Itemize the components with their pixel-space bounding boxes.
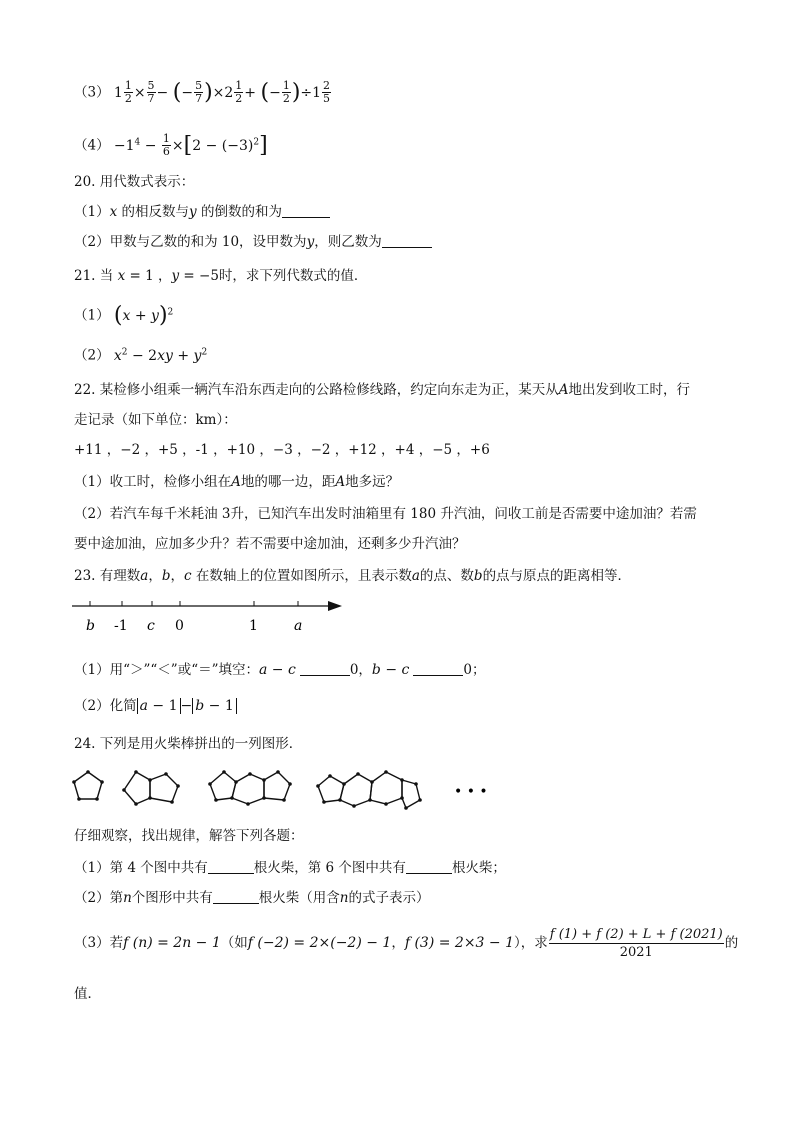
q19-part4 <box>74 132 268 158</box>
ellipsis-dots: • • • <box>454 784 488 800</box>
label-b: b <box>86 618 95 634</box>
q24-part2-text4: 的式子表示） <box>348 890 430 906</box>
q23-text2: 在数轴上的位置如图所示，且表示数 <box>191 568 412 584</box>
q24-part3-text: （3）若 <box>74 935 124 951</box>
q21-title <box>74 266 367 286</box>
q23-text4: 的点与原点的距离相等． <box>482 568 632 584</box>
q21-part2-expression: $x^2 - 2xy + y^2$ <box>113 347 208 364</box>
expr-a-minus-c: a − c <box>259 662 296 678</box>
var-c: c <box>183 568 192 584</box>
example-1: f (−2) = 2×(−2) − 1 <box>247 935 392 951</box>
function-definition: f (n) = 2n − 1 <box>123 935 221 951</box>
q24-part3-text3: ），求 <box>514 935 548 951</box>
answer-blank[interactable] <box>382 233 432 248</box>
q24-title: 24. 下列是用火柴棒拼出的一列图形． <box>74 736 303 752</box>
q23-sep: ， <box>170 568 184 584</box>
q22-part1-text2: 地的哪一边，距 <box>240 474 336 490</box>
label-0: 0 <box>175 618 184 634</box>
var-b: b <box>161 568 171 584</box>
q22-part1 <box>74 472 399 492</box>
q23-text3: 的点、数 <box>419 568 474 584</box>
answer-blank[interactable] <box>413 661 463 676</box>
q23-part2 <box>74 696 237 716</box>
q23-zero2: 0； <box>463 662 486 678</box>
label-a: a <box>294 618 303 634</box>
number-line-ticks <box>90 601 298 606</box>
number-line-arrow <box>328 601 342 611</box>
var-n: n <box>123 890 132 906</box>
q22-line2: 走记录（如下单位：km）： <box>74 412 237 428</box>
q24-part2-text: （2）第 <box>74 890 124 906</box>
q23-zero1: 0， <box>349 662 372 678</box>
answer-blank[interactable] <box>300 661 350 676</box>
q22-text: 22. 某检修小组乘一辆汽车沿东西走向的公路检修线路，约定向东走为正，某天从 <box>74 382 559 398</box>
q21-title-text3: = −5时，求下列代数式的值． <box>179 268 368 284</box>
answer-blank[interactable] <box>208 859 254 874</box>
answer-blank[interactable] <box>282 203 330 218</box>
q23-part2-expression: a − 1 − b − 1 <box>137 698 237 714</box>
q23-sep: ， <box>148 568 162 584</box>
q24-part2-text3: 根火柴（用含 <box>258 890 340 906</box>
q19-part4-expression: $-1^4$ − $\frac{1}{6}$ $\times[2 - (-3)^2]$ <box>113 132 268 159</box>
figure-3 <box>210 772 290 804</box>
label-neg1: -1 <box>114 618 128 634</box>
q23-title <box>74 566 631 586</box>
q21-title-text2: = 1 ， <box>125 268 172 284</box>
q24-part1-text2: 根火柴，第 6 个图中共有 <box>253 860 406 876</box>
q22-part1-text3: 地多远？ <box>345 474 400 490</box>
var-x: x <box>117 268 126 284</box>
q21-part1-expression: $(x + y)^2$ <box>113 302 174 328</box>
q24-tail: 值． <box>74 986 101 1002</box>
var-A: A <box>335 474 346 490</box>
q19-part3 <box>74 80 332 105</box>
q23-part2-label: （2）化简 <box>74 698 137 714</box>
expr-b-minus-c: b − c <box>371 662 410 678</box>
var-A: A <box>558 382 569 398</box>
q19-part3-label: （3） <box>74 84 110 101</box>
sum-fraction <box>549 926 724 961</box>
answer-blank[interactable] <box>406 859 452 874</box>
var-y: y <box>171 268 180 284</box>
q20-part1-text2: 的倒数的和为 <box>196 204 282 220</box>
q23-part1 <box>74 660 485 680</box>
q21-part2-label: （2） <box>74 347 110 364</box>
var-y: y <box>306 234 315 250</box>
q22-line1 <box>74 380 690 400</box>
var-b: b <box>473 568 483 584</box>
sum-numerator: f (1) + f (2) + L + f (2021) <box>549 927 723 942</box>
q21-title-text: 21. 当 <box>74 268 118 284</box>
figure-4 <box>318 772 420 808</box>
number-line-figure <box>66 596 356 640</box>
q22-record: +11 ，−2 ，+5 ，-1 ，+10 ，−3 ，−2 ，+12 ，+4 ，−5 ，+6 <box>74 442 490 458</box>
figure-1 <box>74 772 102 799</box>
q24-part2-text2: 个图形中共有 <box>131 890 213 906</box>
q20-part1 <box>74 202 330 222</box>
var-A: A <box>231 474 241 490</box>
q20-title: 20. 用代数式表示： <box>74 174 195 190</box>
q23-part1-text: （1）用“＞”“＜”或“＝”填空： <box>74 662 259 678</box>
q22-text2: 地出发到收工时，行 <box>568 382 691 398</box>
q22-part2-line2: 要中途加油，应加多少升？若不需要中途加油，还剩多少升汽油？ <box>74 536 466 552</box>
q21-part2 <box>74 342 207 366</box>
label-c: c <box>147 618 155 634</box>
q24-part1-text3: 根火柴； <box>451 860 506 876</box>
q24-part3 <box>74 926 738 961</box>
q24-part3-text2: （如 <box>220 935 248 951</box>
q20-part2-text2: ，则乙数为 <box>314 234 382 250</box>
q20-part1-label: （1） <box>74 204 110 220</box>
q24-part2 <box>74 888 430 908</box>
q23-text: 23. 有理数 <box>74 568 141 584</box>
q20-part1-text: 的相反数与 <box>117 204 190 220</box>
q20-part2-text: （2）甲数与乙数的和为 10，设甲数为 <box>74 234 307 250</box>
q21-part1-label: （1） <box>74 307 110 324</box>
var-n: n <box>339 890 349 906</box>
q22-part1-text: （1）收工时，检修小组在 <box>74 474 232 490</box>
example-2: f (3) = 2×3 − 1 <box>404 935 515 951</box>
sum-denominator: 2021 <box>619 945 653 960</box>
q22-part2-line1: （2）若汽车每千米耗油 3升，已知汽车出发时油箱里有 180 升汽油，问收工前是否需要中途加油？若需 <box>74 506 697 522</box>
q20-part2 <box>74 232 432 252</box>
var-y: y <box>189 204 197 220</box>
q19-part4-label: （4） <box>74 137 110 154</box>
q24-part3-sep: ， <box>391 935 405 951</box>
q24-part1-text: （1）第 4 个图中共有 <box>74 860 208 876</box>
q24-instruction: 仔细观察，找出规律，解答下列各题： <box>74 828 304 844</box>
var-a: a <box>140 568 149 584</box>
q19-part3-expression: 1 $\frac{1}{2}$ × $\frac{5}{7}$ − (− $\frac{5}{7}$ )×2 $\frac{1}{2}$ + (− $\frac{1}{2}$ )÷1 $\frac{2}{5}$ <box>113 79 331 105</box>
label-1: 1 <box>249 618 258 634</box>
var-a: a <box>411 568 420 584</box>
q24-part1 <box>74 858 506 878</box>
var-x: x <box>109 204 118 220</box>
q21-part1 <box>74 302 173 326</box>
answer-blank[interactable] <box>213 889 259 904</box>
matchstick-figures <box>66 762 506 814</box>
q24-part3-text4: 的 <box>724 935 739 951</box>
